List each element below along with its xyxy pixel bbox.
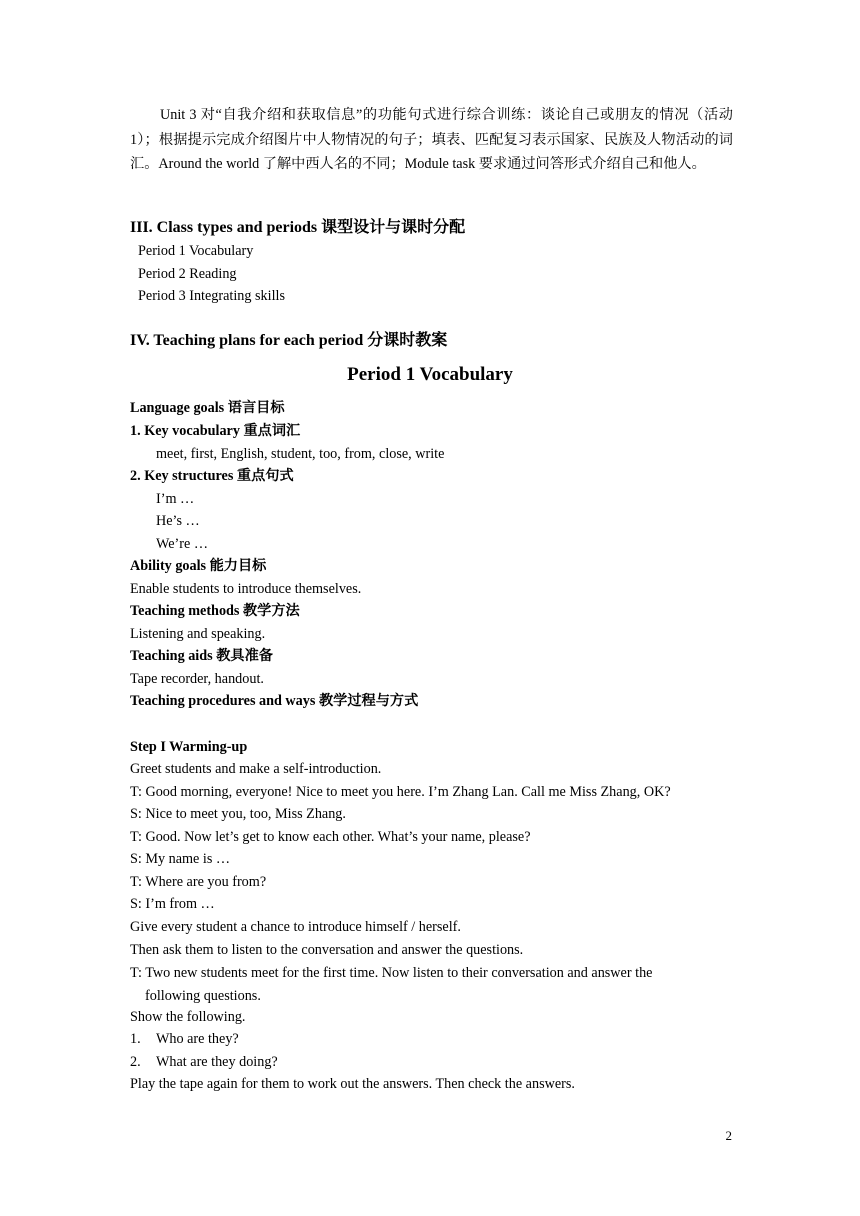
period-list-item: Period 3 Integrating skills	[138, 288, 285, 304]
question-item	[130, 1029, 239, 1049]
teaching-methods-text: Listening and speaking.	[130, 626, 266, 642]
key-structure-item: He’s …	[156, 513, 200, 529]
dialogue-paragraph	[130, 962, 733, 1008]
step-line: Then ask them to listen to the conversation and answer the questions.	[130, 942, 524, 958]
dialogue-line: S: I’m from …	[130, 896, 215, 912]
dialogue-line: T: Where are you from?	[130, 874, 267, 890]
step-line: Greet students and make a self-introduction.	[130, 761, 382, 777]
dialogue-line: S: My name is …	[130, 851, 231, 867]
dialogue-line: S: Nice to meet you, too, Miss Zhang.	[130, 806, 346, 822]
teaching-aids-text: Tape recorder, handout.	[130, 671, 264, 687]
teaching-methods-heading: Teaching methods 教学方法	[130, 603, 300, 619]
dialogue-line: T: Good. Now let’s get to know each other. What’s your name, please?	[130, 829, 531, 845]
key-vocabulary-heading: 1. Key vocabulary 重点词汇	[130, 423, 301, 439]
period-title: Period 1 Vocabulary	[347, 364, 513, 385]
language-goals-heading: Language goals 语言目标	[130, 400, 285, 416]
question-text: Who are they?	[156, 1031, 239, 1047]
dialogue-line-continuation: following questions.	[145, 988, 261, 1004]
page-number: 2	[725, 1128, 732, 1143]
period-list-item: Period 1 Vocabulary	[138, 243, 254, 259]
step-line: Give every student a chance to introduce himself / herself.	[130, 919, 461, 935]
question-item	[130, 1052, 278, 1072]
key-structures-heading: 2. Key structures 重点句式	[130, 468, 294, 484]
step-line: Show the following.	[130, 1009, 246, 1025]
teaching-aids-heading: Teaching aids 教具准备	[130, 648, 273, 664]
question-number: 2.	[130, 1054, 141, 1070]
question-text: What are they doing?	[156, 1054, 278, 1070]
section-3-heading: III. Class types and periods 课型设计与课时分配	[130, 219, 466, 236]
section-4-heading: IV. Teaching plans for each period 分课时教案	[130, 332, 448, 349]
step-1-heading: Step I Warming-up	[130, 739, 248, 755]
step-line: Play the tape again for them to work out the answers. Then check the answers.	[130, 1076, 575, 1092]
question-number: 1.	[130, 1031, 141, 1047]
ability-goals-text: Enable students to introduce themselves.	[130, 581, 362, 597]
dialogue-line: T: Good morning, everyone! Nice to meet you here. I’m Zhang Lan. Call me Miss Zhang, OK?	[130, 784, 671, 800]
intro-paragraph: Unit 3 对“自我介绍和获取信息”的功能句式进行综合训练：谈论自己或朋友的情况（活动 1）；根据提示完成介绍图片中人物情况的句子；填表、匹配复习表示国家、民族及人物活动的词汇。Around the world 了解中西人名的不同；Module task 要求通过问答形式介绍自己和他人。	[130, 107, 733, 172]
ability-goals-heading: Ability goals 能力目标	[130, 558, 267, 574]
dialogue-line: T: Two new students meet for the first time. Now listen to their conversation and answer the	[130, 965, 653, 981]
key-vocabulary-words: meet, first, English, student, too, from, close, write	[156, 446, 445, 462]
key-structure-item: We’re …	[156, 536, 209, 552]
key-structure-item: I’m …	[156, 491, 195, 507]
period-list-item: Period 2 Reading	[138, 266, 237, 282]
teaching-procedures-heading: Teaching procedures and ways 教学过程与方式	[130, 693, 419, 709]
